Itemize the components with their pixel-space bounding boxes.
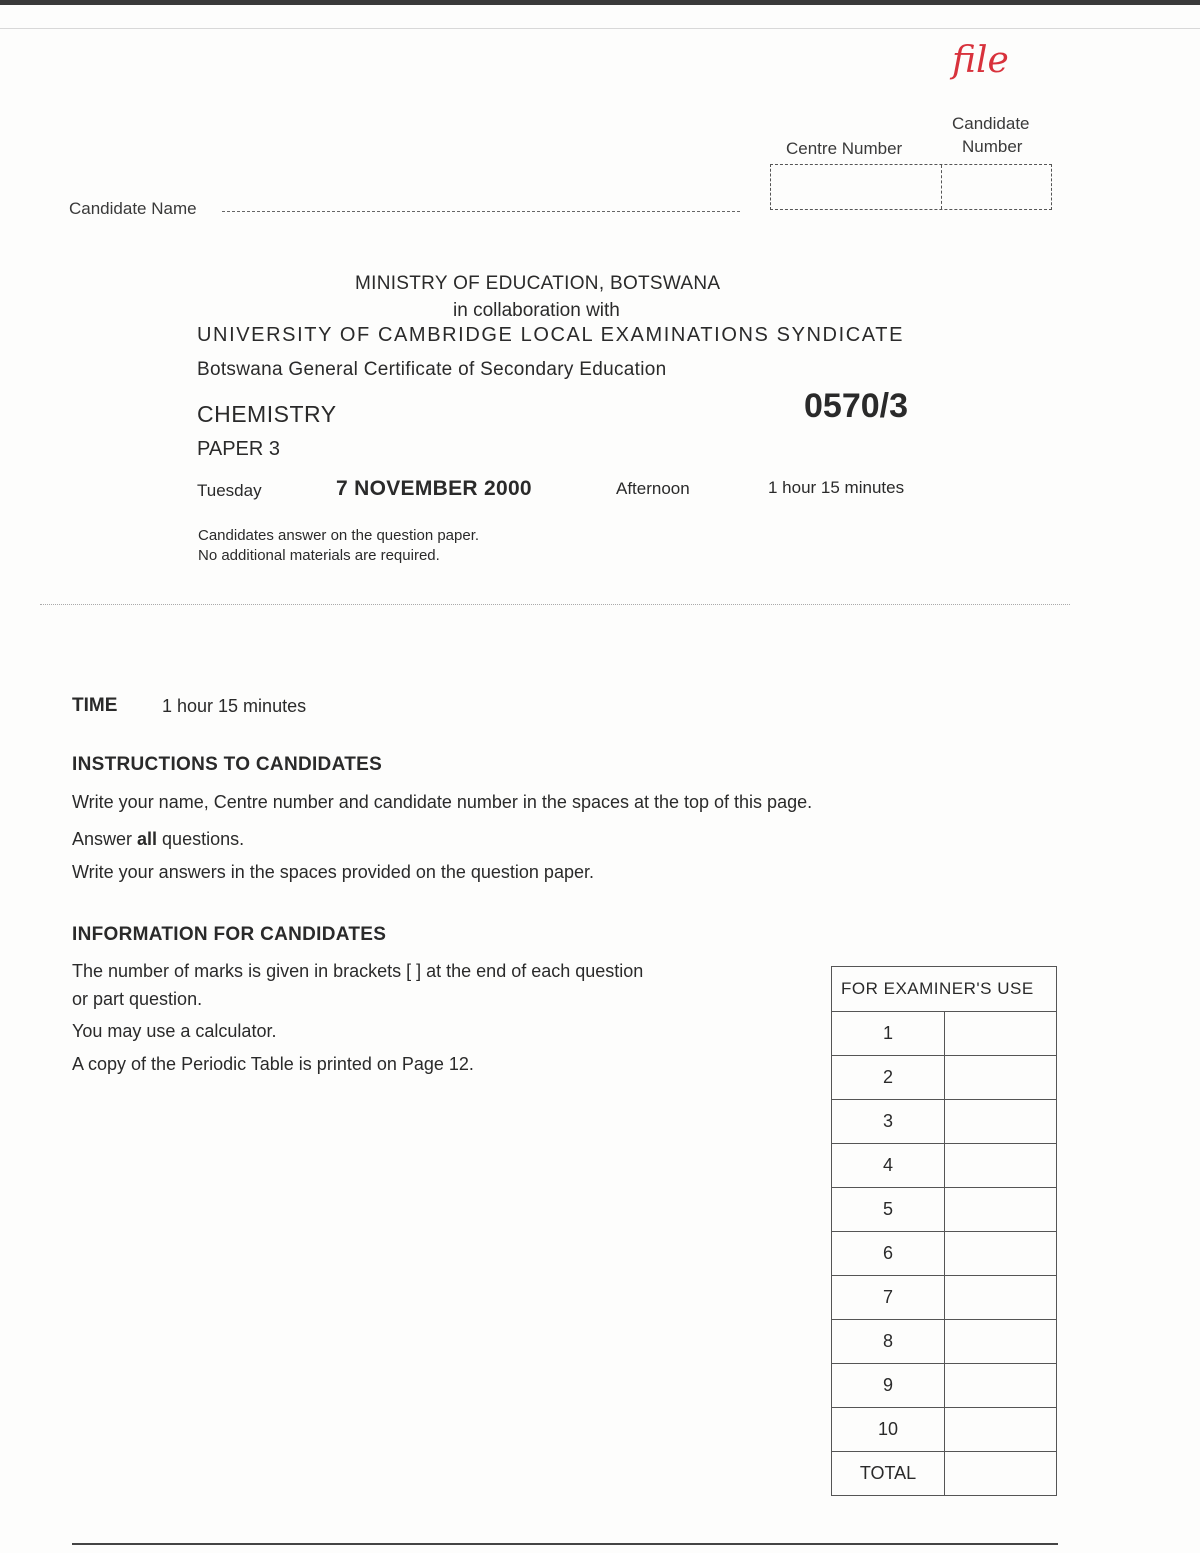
examiner-row: [832, 1100, 1057, 1144]
examiner-row: [832, 1056, 1057, 1100]
collaboration-text: in collaboration with: [453, 300, 620, 321]
instruction-line-2: Answer all questions.: [72, 829, 245, 849]
examiner-row: [832, 1144, 1057, 1188]
number-boxes[interactable]: [770, 164, 1052, 210]
exam-session: Afternoon: [616, 479, 690, 498]
question-number: 5: [832, 1188, 945, 1232]
examiner-row: [832, 1012, 1057, 1056]
mark-cell[interactable]: [945, 1100, 1057, 1144]
mark-cell[interactable]: [945, 1056, 1057, 1100]
examiner-row: [832, 1232, 1057, 1276]
exam-date: 7 NOVEMBER 2000: [336, 477, 532, 500]
mark-cell[interactable]: [945, 1276, 1057, 1320]
examiner-row: [832, 1276, 1057, 1320]
information-line-3: A copy of the Periodic Table is printed on Page 12.: [72, 1054, 474, 1074]
candidate-name-line[interactable]: [222, 211, 740, 212]
candidate-number-label-1: Candidate: [952, 114, 1030, 133]
mark-cell[interactable]: [945, 1232, 1057, 1276]
information-line-2: You may use a calculator.: [72, 1021, 277, 1041]
examiner-row: [832, 1408, 1057, 1452]
ministry-title: MINISTRY OF EDUCATION, BOTSWANA: [355, 273, 721, 294]
information-heading: INFORMATION FOR CANDIDATES: [72, 924, 387, 945]
paper-code: 0570/3: [804, 387, 908, 425]
centre-number-label: Centre Number: [786, 139, 903, 158]
examiner-row: [832, 1320, 1057, 1364]
question-number: 3: [832, 1100, 945, 1144]
total-cell[interactable]: [945, 1452, 1057, 1496]
question-number: 1: [832, 1012, 945, 1056]
question-number: 8: [832, 1320, 945, 1364]
examiner-table: [831, 966, 1057, 1496]
mark-cell[interactable]: [945, 1144, 1057, 1188]
divider: [40, 604, 1070, 605]
question-number: 9: [832, 1364, 945, 1408]
certificate-title: Botswana General Certificate of Secondary Education: [197, 359, 667, 380]
examiner-row: [832, 1188, 1057, 1232]
question-number: 2: [832, 1056, 945, 1100]
question-number: 6: [832, 1232, 945, 1276]
candidate-number-label-2: Number: [962, 137, 1023, 156]
materials-note: No additional materials are required.: [198, 547, 440, 564]
mark-cell[interactable]: [945, 1320, 1057, 1364]
mark-cell[interactable]: [945, 1012, 1057, 1056]
information-line-1b: or part question.: [72, 989, 203, 1009]
syndicate-title: UNIVERSITY OF CAMBRIDGE LOCAL EXAMINATIONS SYNDICATE: [197, 324, 905, 346]
question-number: 10: [832, 1408, 945, 1452]
mark-cell[interactable]: [945, 1408, 1057, 1452]
time-label: TIME: [72, 695, 118, 716]
examiner-row: [832, 1364, 1057, 1408]
exam-duration: 1 hour 15 minutes: [768, 478, 905, 497]
total-label: TOTAL: [832, 1452, 945, 1496]
question-number: 4: [832, 1144, 945, 1188]
answer-note: Candidates answer on the question paper.: [198, 527, 480, 544]
mark-cell[interactable]: [945, 1188, 1057, 1232]
information-line-1a: The number of marks is given in brackets [ ] at the end of each question: [72, 961, 644, 981]
instruction-line-1: Write your name, Centre number and candidate number in the spaces at the top of this page.: [72, 792, 813, 812]
examiner-table-heading: FOR EXAMINER'S USE: [832, 967, 1057, 1012]
scan-edge: [0, 0, 1200, 5]
scan-line: [0, 28, 1200, 29]
exam-day: Tuesday: [197, 481, 262, 500]
candidate-name-label: Candidate Name: [69, 199, 197, 218]
paper-number: PAPER 3: [197, 438, 280, 460]
instruction-line-3: Write your answers in the spaces provided on the question paper.: [72, 862, 594, 882]
instructions-heading: INSTRUCTIONS TO CANDIDATES: [72, 754, 383, 775]
question-number: 7: [832, 1276, 945, 1320]
total-row: [832, 1452, 1057, 1496]
subject-title: CHEMISTRY: [197, 401, 337, 427]
time-value: 1 hour 15 minutes: [162, 696, 307, 716]
handwritten-note: file: [952, 40, 1009, 81]
mark-cell[interactable]: [945, 1364, 1057, 1408]
footer-line: [72, 1543, 1058, 1545]
